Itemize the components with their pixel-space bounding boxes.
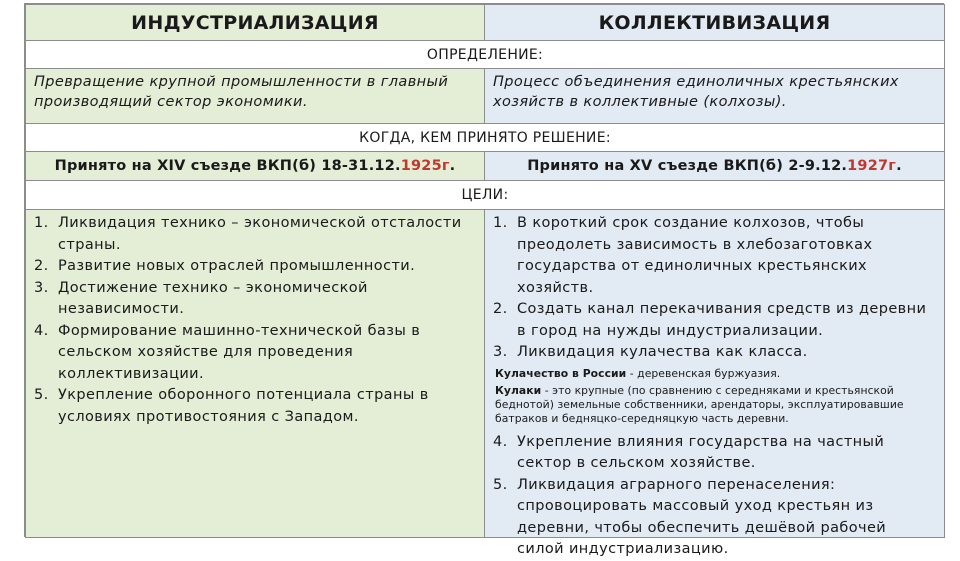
list-item: 1. Ликвидация технико – экономической отсталости страны. [34,215,462,253]
list-item: 4. Формирование машинно-технической базы в сельском хозяйстве для проведения коллективизации. [34,322,421,382]
industrialization-definition-text: Превращение крупной промышленности в главный производящий сектор экономики. [34,74,449,110]
collectivization-decision-prefix: Принято на XV съезде ВКП(б) 2-9.12. [527,158,848,174]
collectivization-definition-text: Процесс объединения единоличных крестьянских хозяйств в коллективные (колхозы). [493,74,899,110]
collectivization-goals-list-top [493,213,936,364]
list-item: 2. Создать канал перекачивания средств из деревни в город на нужды индустриализации. [493,301,927,339]
collectivization-decision [484,151,945,181]
collectivization-decision-text [527,158,902,174]
collectivization-decision-year: 1927г [847,158,897,174]
collectivization-goals-list-bottom [493,432,936,561]
list-item: 3. Ликвидация кулачества как класса. [493,344,808,360]
list-item: 3. Достижение технико – экономической независимости. [34,279,368,317]
list-item: 4. Укрепление влияния государства на частный сектор в сельском хозяйстве. [493,433,885,471]
collectivization-definition [484,68,945,124]
goals-section-label [25,180,945,210]
kulak-definition-note [493,364,936,432]
comparison-table [24,3,944,557]
decision-label: КОГДА, КЕМ ПРИНЯТО РЕШЕНИЕ: [359,129,611,146]
list-item: 1. В короткий срок создание колхозов, чтобы преодолеть зависимость в хлебозаготовках государства от единоличных крестьянских хозяйств. [493,215,873,296]
industrialization-goals [25,209,485,538]
definition-label: ОПРЕДЕЛЕНИЕ: [426,46,544,63]
industrialization-decision-year: 1925г [400,158,450,174]
list-item: 5. Укрепление оборонного потенциала страны в условиях противостояния с Западом. [34,387,429,425]
industrialization-goals-list [34,213,476,428]
note-kulaki: Кулаки - это крупные (по сравнению с середняками и крестьянской беднотой) земельные собственники, арендаторы, эксплуатировавшие батраков и бедняцко-середняцкую часть деревни. [495,383,904,425]
collectivization-decision-suffix: . [896,158,902,174]
industrialization-title: ИНДУСТРИАЛИЗАЦИЯ [131,11,379,34]
collectivization-title: КОЛЛЕКТИВИЗАЦИЯ [598,11,831,34]
goals-label: ЦЕЛИ: [461,187,509,203]
industrialization-header [25,4,485,41]
collectivization-goals [484,209,945,557]
decision-section-label [25,123,945,152]
industrialization-definition [25,68,485,124]
definition-section-label [25,40,945,69]
list-item: 2. Развитие новых отраслей промышленности. [34,258,416,274]
industrialization-decision-text [55,158,456,174]
industrialization-decision [25,151,485,181]
industrialization-decision-prefix: Принято на XIV съезде ВКП(б) 18-31.12. [54,158,401,174]
industrialization-decision-suffix: . [449,158,456,174]
collectivization-header [484,4,945,41]
note-kulachestvo: Кулачество в России - деревенская буржуазия. [495,366,781,380]
list-item: 5. Ликвидация аграрного перенаселения: спровоцировать массовый уход крестьян из деревни, чтобы обеспечить дешёвой рабочей силой индустриализацию. [493,476,887,557]
